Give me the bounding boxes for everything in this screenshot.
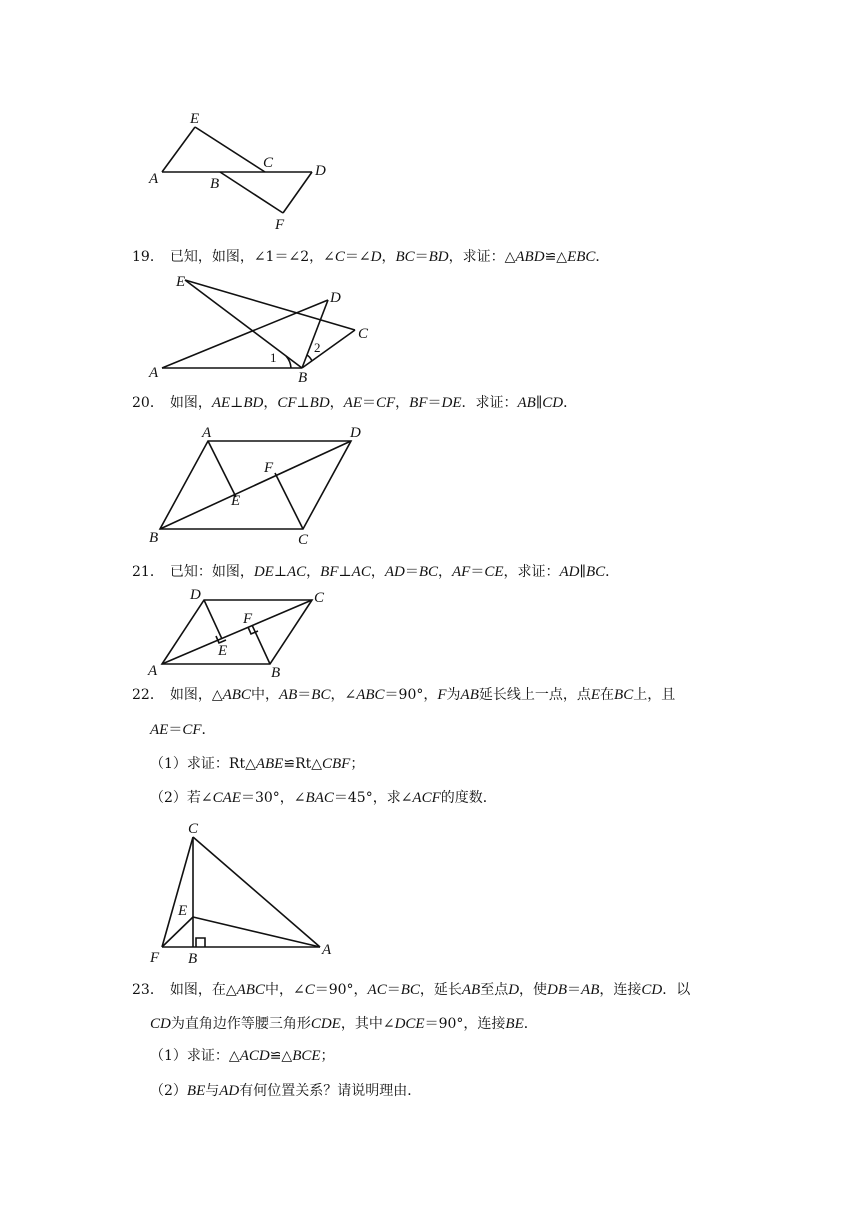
- segment-ec: [195, 127, 265, 172]
- label-f: F: [275, 217, 285, 233]
- label-a: A: [148, 663, 158, 679]
- figure-q20-svg: [140, 420, 380, 550]
- label-b: B: [149, 530, 159, 546]
- figure-q22: [140, 815, 350, 965]
- question-22-line-2: AE＝CF．: [150, 722, 216, 738]
- segment-ae: [208, 441, 236, 497]
- label-a: A: [202, 425, 212, 441]
- question-23: 23． 如图，在△ABC中，∠C＝90°，AC＝BC，延长AB至点D，使DB＝AB，连接CD．以: [132, 982, 691, 998]
- angle-arc-2: [307, 355, 312, 361]
- segment-df: [283, 172, 312, 213]
- segment-eb: [185, 280, 302, 368]
- label-e: E: [178, 903, 188, 919]
- label-e: E: [176, 274, 186, 290]
- figure-q18: [140, 105, 340, 235]
- question-number: 20．: [132, 395, 164, 411]
- label-d: D: [350, 425, 361, 441]
- label-a: A: [322, 942, 332, 958]
- segment-ea: [193, 917, 320, 947]
- label-e: E: [190, 111, 200, 127]
- label-c: C: [358, 326, 369, 342]
- label-c: C: [263, 155, 274, 171]
- question-number: 19．: [132, 249, 164, 265]
- label-e: E: [231, 493, 241, 509]
- segment-ad: [162, 300, 328, 368]
- figure-q20: [140, 420, 380, 550]
- question-20: 20． 如图，AE⊥BD，CF⊥BD，AE＝CF，BF＝DE．求证：AB∥CD．: [132, 395, 578, 411]
- segment-de: [204, 600, 222, 639]
- question-number: 23．: [132, 982, 164, 998]
- question-23-part-1: （1）求证：△ACD≌△BCE；: [150, 1048, 335, 1064]
- label-c: C: [298, 532, 309, 548]
- figure-q19-svg: [140, 268, 390, 386]
- segment-fc: [275, 473, 303, 529]
- question-23-part-2: （2）BE与AD有何位置关系？请说明理由．: [150, 1083, 422, 1099]
- segment-ca: [193, 837, 320, 947]
- label-b: B: [188, 951, 198, 967]
- angle-label-2: 2: [314, 340, 321, 355]
- label-a: A: [149, 171, 159, 187]
- question-21: 21． 已知：如图，DE⊥AC，BF⊥AC，AD＝BC，AF＝CE，求证：AD∥BC．: [132, 564, 620, 580]
- label-f: F: [243, 611, 253, 627]
- segment-ae: [162, 127, 195, 172]
- label-f: F: [264, 460, 274, 476]
- label-b: B: [271, 665, 281, 681]
- label-f: F: [150, 950, 160, 966]
- label-b: B: [298, 370, 308, 386]
- label-e: E: [218, 643, 228, 659]
- label-c: C: [188, 821, 199, 837]
- question-number: 21．: [132, 564, 164, 580]
- question-22-part-2: （2）若∠CAE＝30°，∠BAC＝45°，求∠ACF的度数．: [150, 790, 497, 806]
- segment-bf: [220, 172, 283, 213]
- question-number: 22．: [132, 687, 164, 703]
- label-d: D: [315, 163, 326, 179]
- label-d: D: [190, 587, 201, 603]
- question-19: 19． 已知，如图，∠1＝∠2，∠C＝∠D，BC＝BD，求证：△ABD≌△EBC．: [132, 249, 610, 265]
- label-a: A: [149, 365, 159, 381]
- label-b: B: [210, 176, 220, 192]
- figure-q22-svg: [140, 815, 350, 965]
- right-angle-b: [196, 938, 205, 947]
- label-c: C: [314, 590, 325, 606]
- label-d: D: [330, 290, 341, 306]
- segment-bd: [160, 441, 351, 529]
- segment-cf: [162, 837, 193, 947]
- figure-q19: [140, 268, 390, 386]
- figure-q18-svg: [140, 105, 340, 235]
- question-22-part-1: （1）求证：Rt△ABE≌Rt△CBF；: [150, 756, 365, 772]
- angle-label-1: 1: [270, 350, 277, 365]
- segment-fb: [252, 625, 270, 664]
- figure-q21-svg: [140, 585, 350, 685]
- figure-q21: [140, 585, 350, 685]
- question-22: 22． 如图，△ABC中，AB＝BC，∠ABC＝90°，F为AB延长线上一点，点E在BC上，且: [132, 687, 676, 703]
- question-23-line-2: CD为直角边作等腰三角形CDE，其中∠DCE＝90°，连接BE．: [150, 1016, 538, 1032]
- segment-ac: [162, 600, 312, 664]
